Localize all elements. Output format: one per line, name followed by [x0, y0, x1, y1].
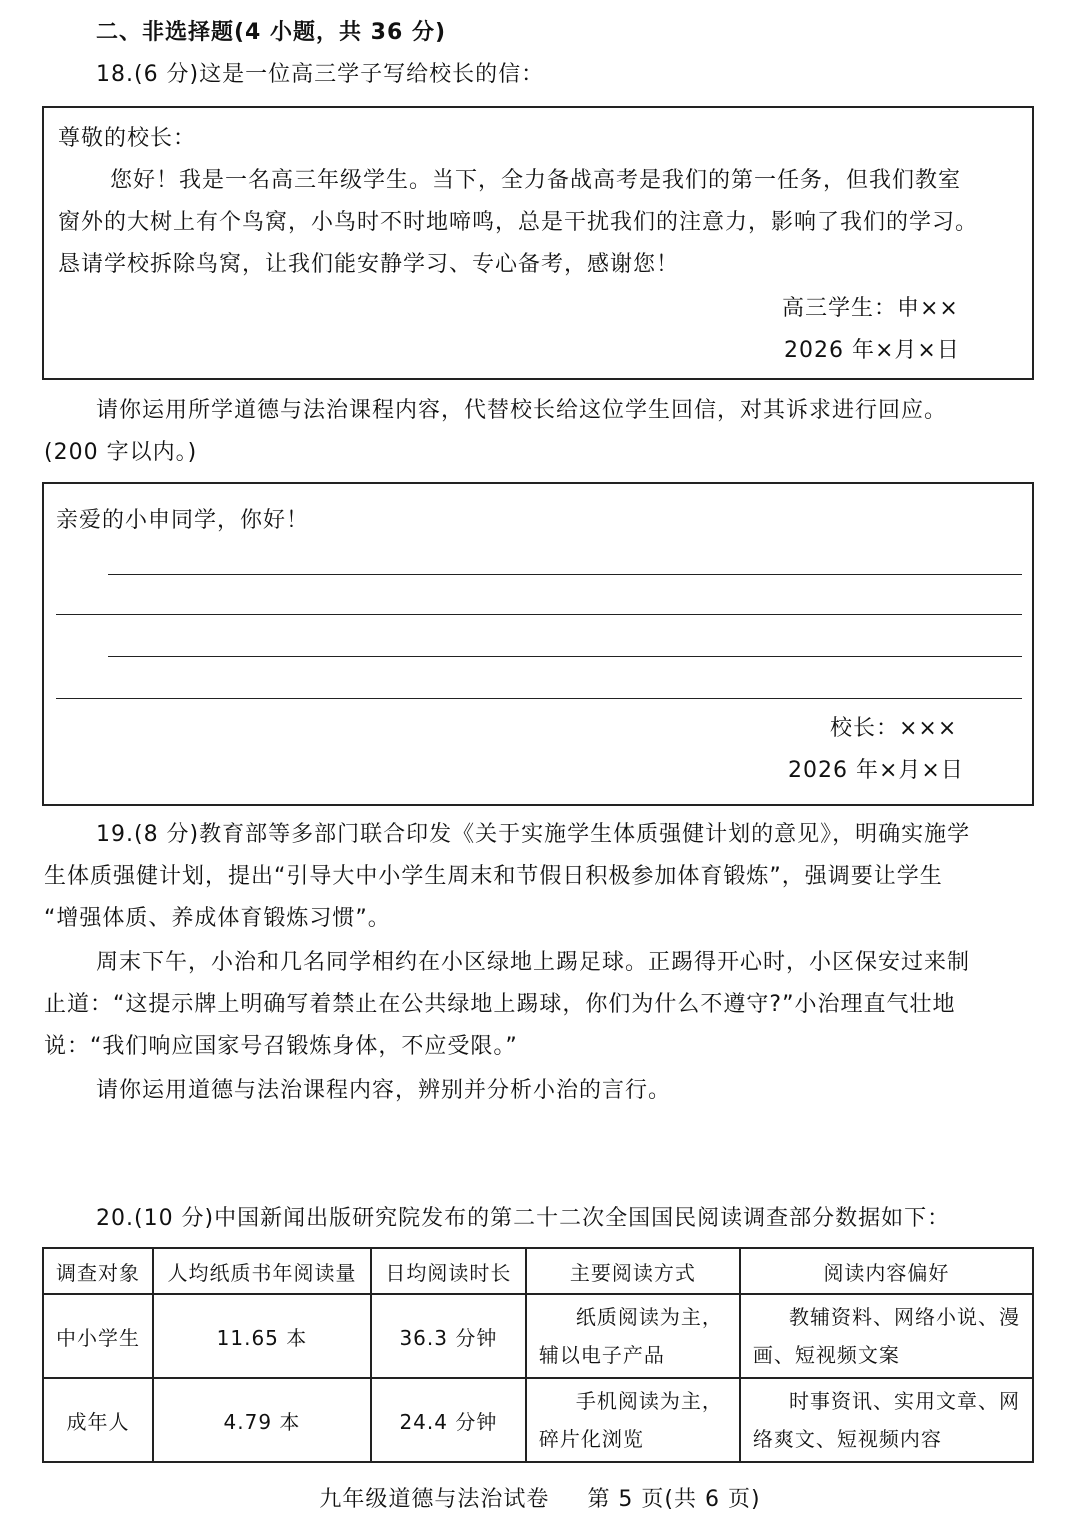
q19-para2-line-2: 止道：“这提示牌上明确写着禁止在公共绿地上踢球，你们为什么不遵守?”小治理直气壮地 [44, 992, 956, 1017]
table-header-cell: 调查对象 [43, 1248, 153, 1294]
reply-date: 2026 年×月×日 [788, 758, 964, 783]
books-per-year-cell: 11.65 本 [153, 1294, 371, 1378]
reading-mode-line-1: 手机阅读为主， [575, 1389, 723, 1413]
reply-letter-box [42, 482, 1034, 806]
content-preference-line-2: 络爽文、短视频内容 [752, 1427, 942, 1451]
table-header-row [43, 1248, 1033, 1294]
answer-line-1[interactable] [108, 574, 1022, 575]
letter-signature: 高三学生：申×× [782, 296, 959, 321]
table-header-cell: 人均纸质书年阅读量 [153, 1248, 371, 1294]
q20-stem: 20.(10 分)中国新闻出版研究院发布的第二十二次全国国民阅读调查部分数据如下： [96, 1206, 951, 1231]
letter-body-line-2: 窗外的大树上有个鸟窝，小鸟时不时地啼鸣，总是干扰我们的注意力，影响了我们的学习。 [58, 210, 979, 235]
q19-para1-line-2: 生体质强健计划，提出“引导大中小学生周末和节假日积极参加体育锻炼”，强调要让学生 [44, 864, 943, 889]
table-header-cell: 主要阅读方式 [526, 1248, 740, 1294]
daily-reading-time-cell: 36.3 分钟 [371, 1294, 526, 1378]
q18-instruction-line-1: 请你运用所学道德与法治课程内容，代替校长给这位学生回信，对其诉求进行回应。 [96, 398, 948, 423]
letter-greeting: 尊敬的校长： [58, 126, 197, 151]
answer-line-3[interactable] [108, 656, 1022, 657]
content-preference-line-2: 画、短视频文案 [752, 1343, 900, 1367]
q18-instruction-line-2: (200 字以内。) [44, 440, 198, 465]
answer-line-4[interactable] [56, 698, 1022, 699]
survey-subject-cell: 中小学生 [43, 1294, 153, 1378]
table-header-cell: 阅读内容偏好 [740, 1248, 1033, 1294]
reading-mode-line-2: 碎片化浏览 [538, 1427, 644, 1451]
letter-body-line-3: 恳请学校拆除鸟窝，让我们能安静学习、专心备考，感谢您！ [58, 252, 680, 277]
daily-reading-time-cell: 24.4 分钟 [371, 1378, 526, 1462]
exam-title: 九年级道德与法治试卷 [319, 1487, 550, 1512]
q19-instruction: 请你运用道德与法治课程内容，辨别并分析小治的言行。 [96, 1078, 672, 1103]
answer-line-2[interactable] [56, 614, 1022, 615]
reading-mode-cell [526, 1378, 740, 1462]
section-title: 二、非选择题(4 小题，共 36 分) [96, 20, 447, 45]
student-letter-box [42, 106, 1034, 380]
content-preference-cell [740, 1294, 1033, 1378]
reply-signature: 校长：××× [830, 716, 958, 741]
table-row [43, 1294, 1033, 1378]
reading-mode-cell [526, 1294, 740, 1378]
content-preference-cell [740, 1378, 1033, 1462]
reading-mode-line-2: 辅以电子产品 [538, 1343, 665, 1367]
letter-body-line-1: 您好！我是一名高三年级学生。当下，全力备战高考是我们的第一任务，但我们教室 [110, 168, 962, 193]
content-preference-line-1: 时事资讯、实用文章、网 [789, 1389, 1020, 1413]
page-number: 第 5 页(共 6 页) [587, 1487, 761, 1512]
letter-date: 2026 年×月×日 [784, 338, 960, 363]
reading-mode-line-1: 纸质阅读为主， [575, 1305, 723, 1329]
q19-para2-line-3: 说：“我们响应国家号召锻炼身体，不应受限。” [44, 1034, 518, 1059]
survey-subject-cell: 成年人 [43, 1378, 153, 1462]
table-row [43, 1378, 1033, 1462]
content-preference-line-1: 教辅资料、网络小说、漫 [789, 1305, 1020, 1329]
q19-para1-line-3: “增强体质、养成体育锻炼习惯”。 [44, 906, 391, 931]
q19-para2-line-1: 周末下午，小治和几名同学相约在小区绿地上踢足球。正踢得开心时，小区保安过来制 [96, 950, 971, 975]
reading-survey-table [42, 1247, 1034, 1463]
books-per-year-cell: 4.79 本 [153, 1378, 371, 1462]
table-header-cell: 日均阅读时长 [371, 1248, 526, 1294]
reply-greeting: 亲爱的小申同学，你好！ [56, 508, 310, 533]
q18-stem: 18.(6 分)这是一位高三学子写给校长的信： [96, 62, 545, 87]
q19-para1-line-1: 19.(8 分)教育部等多部门联合印发《关于实施学生体质强健计划的意见》，明确实施学 [96, 822, 971, 847]
page-footer [0, 1482, 1080, 1513]
